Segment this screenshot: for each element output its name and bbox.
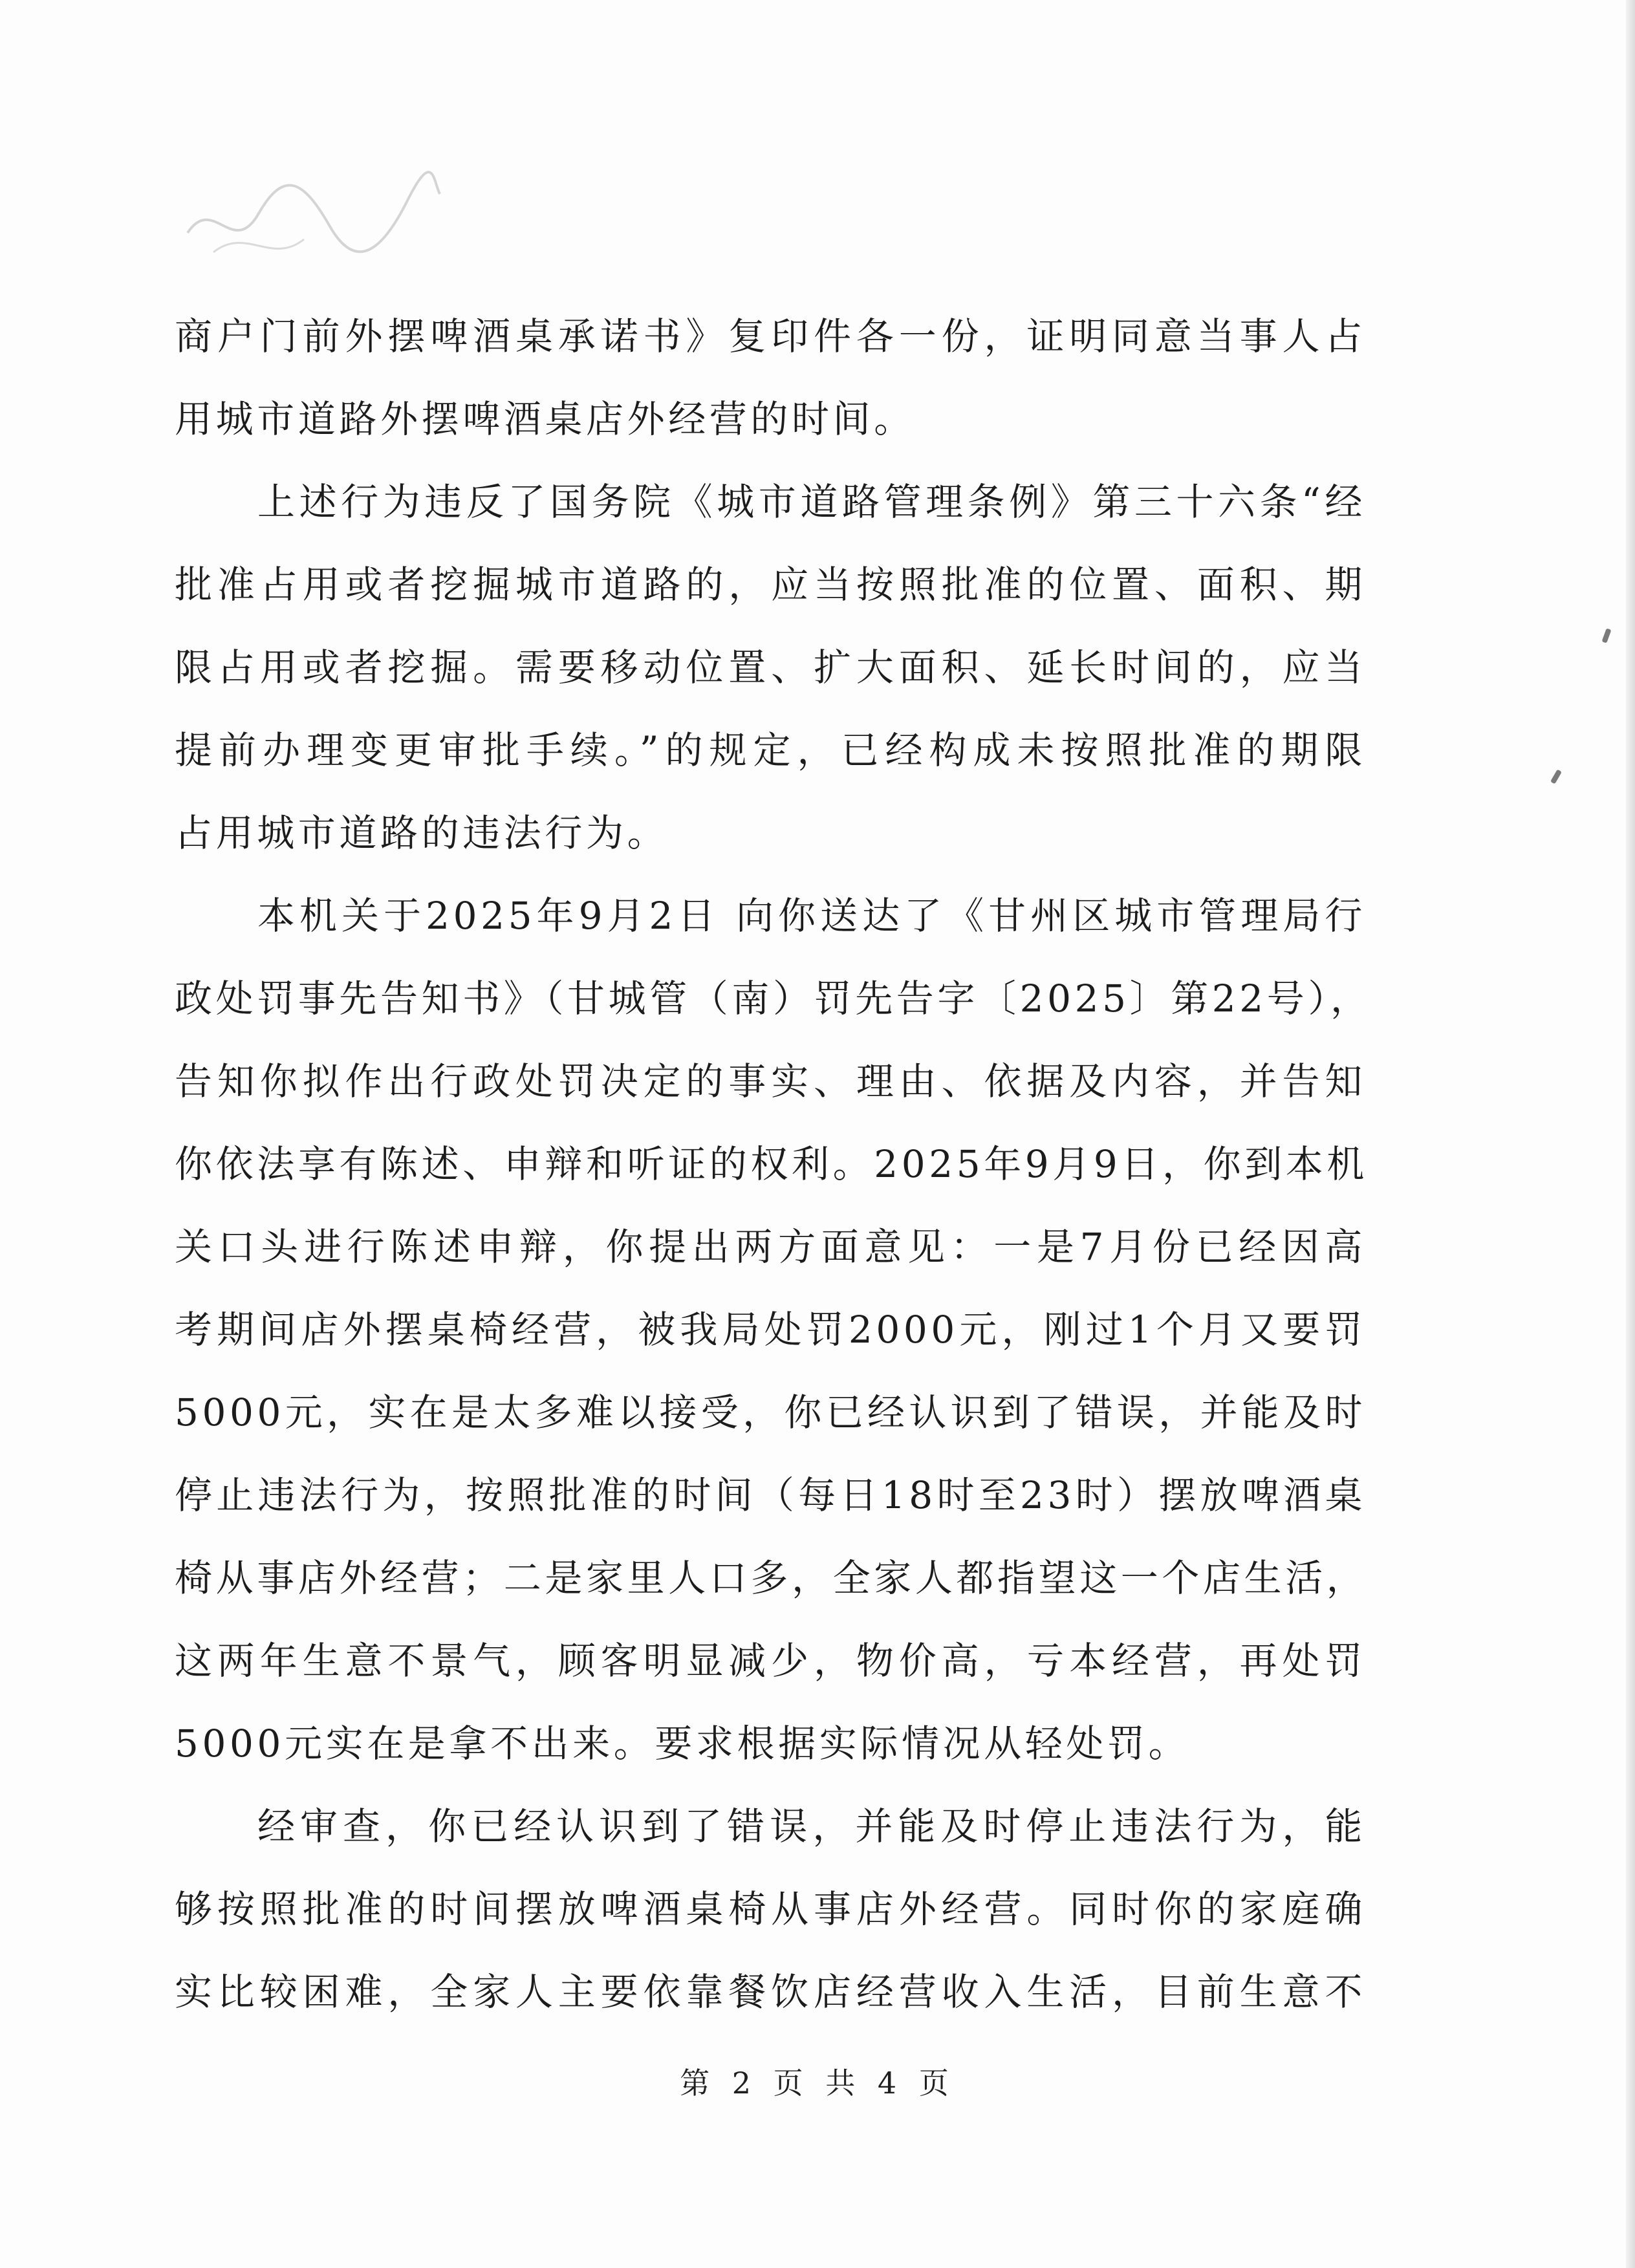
paragraph-violation	[175, 460, 1366, 874]
body-text	[175, 295, 1372, 2033]
text-line: 关口头进行陈述申辩，你提出两方面意见：一是7月份已经因高	[175, 1225, 1366, 1269]
text-line: 实比较困难，全家人主要依靠餐饮店经营收入生活，目前生意不	[175, 1970, 1366, 2014]
text-line: 停止违法行为，按照批准的时间（每日18时至23时）摆放啤酒桌	[175, 1473, 1366, 1517]
text-line: 够按照批准的时间摆放啤酒桌椅从事店外经营。同时你的家庭确	[175, 1887, 1366, 1931]
text-line: 用城市道路外摆啤酒桌店外经营的时间。	[175, 397, 915, 441]
page-number-footer: 第 2 页 共 4 页	[680, 2066, 955, 2101]
paragraph-review	[175, 1785, 1366, 2033]
scan-speck	[1550, 769, 1562, 784]
text-line: 批准占用或者挖掘城市道路的，应当按照批准的位置、面积、期	[175, 563, 1366, 607]
text-line: 这两年生意不景气，顾客明显减少，物价高，亏本经营，再处罚	[175, 1639, 1366, 1683]
text-line: 告知你拟作出行政处罚决定的事实、理由、依据及内容，并告知	[175, 1059, 1366, 1103]
text-line: 限占用或者挖掘。需要移动位置、扩大面积、延长时间的，应当	[175, 645, 1366, 689]
text-line: 商户门前外摆啤酒桌承诺书》复印件各一份，证明同意当事人占	[175, 314, 1366, 358]
text-line: 5000元，实在是太多难以接受，你已经认识到了错误，并能及时	[175, 1390, 1366, 1434]
text-line: 椅从事店外经营；二是家里人口多，全家人都指望这一个店生活，	[175, 1556, 1368, 1600]
text-line: 5000元实在是拿不出来。要求根据实际情况从轻处罚。	[175, 1722, 1190, 1766]
handwritten-scribble-mark	[175, 155, 446, 285]
paragraph-continuation	[175, 295, 1366, 460]
text-line: 本机关于2025年9月2日 向你送达了《甘州区城市管理局行	[257, 894, 1366, 938]
paragraph-notice	[175, 874, 1372, 1785]
text-line: 上述行为违反了国务院《城市道路管理条例》第三十六条“经	[257, 480, 1366, 524]
text-line: 考期间店外摆桌椅经营，被我局处罚2000元，刚过1个月又要罚	[175, 1308, 1366, 1352]
text-line: 经审查，你已经认识到了错误，并能及时停止违法行为，能	[257, 1804, 1366, 1848]
scan-speck	[1601, 628, 1611, 643]
page-edge-shadow	[1626, 0, 1635, 2268]
text-line: 提前办理变更审批手续。”的规定，已经构成未按照批准的期限	[175, 728, 1366, 772]
text-line: 占用城市道路的违法行为。	[175, 811, 669, 855]
text-line: 政处罚事先告知书》（甘城管（南）罚先告字〔2025〕第22号），	[175, 977, 1372, 1021]
text-line: 你依法享有陈述、申辩和听证的权利。2025年9月9日，你到本机	[175, 1142, 1369, 1186]
